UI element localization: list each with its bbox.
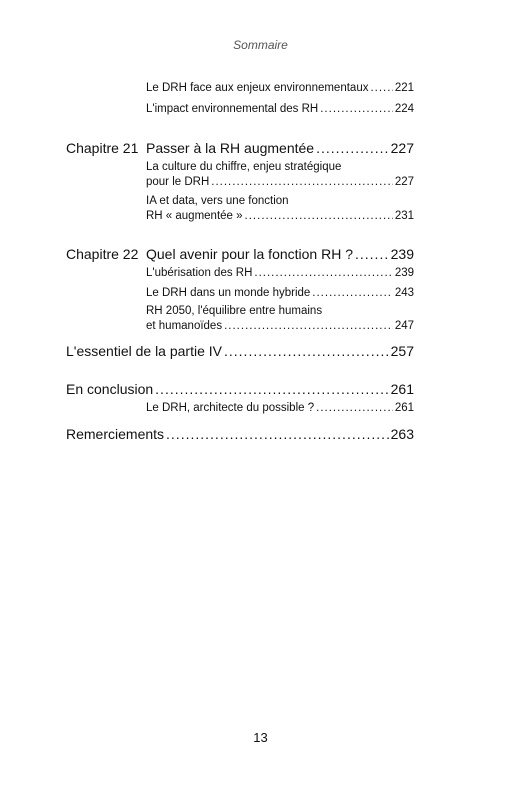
toc-leader — [312, 287, 393, 299]
chapter-label: Chapitre 21 — [66, 140, 139, 156]
toc-entry-title: Le DRH, architecte du possible ? — [146, 402, 315, 414]
toc-page: 257 — [390, 343, 414, 359]
toc-entry-line: La culture du chiffre, enjeu stratégique — [146, 161, 342, 173]
acknowledgements-entry — [66, 426, 414, 442]
toc-leader — [254, 267, 392, 279]
toc-page: 239 — [390, 246, 414, 262]
toc-entry — [146, 267, 414, 279]
toc-entry-title: Le DRH dans un monde hybride — [146, 287, 311, 299]
toc-leader — [355, 246, 389, 262]
toc-page: 263 — [390, 426, 414, 442]
toc-entry — [146, 176, 414, 188]
toc-entry-title: Le DRH face aux enjeux environnementaux — [146, 82, 369, 94]
toc-entry — [146, 402, 414, 414]
toc-entry — [146, 103, 414, 115]
toc-leader — [211, 176, 393, 188]
part-summary-entry — [66, 343, 414, 359]
toc-leader — [370, 82, 392, 94]
toc-entry-title: RH « augmentée » — [146, 210, 243, 222]
toc-leader — [245, 210, 393, 222]
chapter-entry — [146, 140, 414, 156]
toc-page: 227 — [390, 140, 414, 156]
toc-page: 231 — [394, 210, 414, 222]
toc-entry-line: RH 2050, l'équilibre entre humains — [146, 305, 323, 317]
toc-leader — [166, 426, 389, 442]
toc-page: 261 — [390, 381, 414, 397]
toc-entry-title: pour le DRH — [146, 176, 210, 188]
toc-leader — [316, 402, 393, 414]
toc-entry — [146, 210, 414, 222]
chapter-title: Passer à la RH augmentée — [146, 140, 315, 156]
toc-page: 227 — [394, 176, 414, 188]
toc-page: 221 — [394, 82, 414, 94]
toc-leader — [224, 343, 389, 359]
page-number: 13 — [253, 730, 268, 745]
toc-leader — [316, 140, 389, 156]
toc-leader — [320, 103, 393, 115]
toc-entry-title: En conclusion — [66, 381, 154, 397]
conclusion-entry — [66, 381, 414, 397]
toc-leader — [224, 320, 393, 332]
toc-entry — [146, 82, 414, 94]
toc-page: 239 — [394, 267, 414, 279]
toc-leader — [155, 381, 388, 397]
toc-entry-title: L'impact environnemental des RH — [146, 103, 319, 115]
toc-entry — [146, 320, 414, 332]
toc-entry-title: L'essentiel de la partie IV — [66, 343, 222, 359]
toc-page: 224 — [394, 103, 414, 115]
chapter-label: Chapitre 22 — [66, 246, 139, 262]
toc-entry-title: L'ubérisation des RH — [146, 267, 253, 279]
running-header: Sommaire — [233, 38, 288, 52]
toc-entry-title: Remerciements — [66, 426, 165, 442]
toc-page: 243 — [394, 287, 414, 299]
chapter-title: Quel avenir pour la fonction RH ? — [146, 246, 353, 262]
toc-page: 261 — [394, 402, 414, 414]
toc-entry-title: et humanoïdes — [146, 320, 223, 332]
chapter-entry — [146, 246, 414, 262]
toc-page: 247 — [394, 320, 414, 332]
toc-entry — [146, 287, 414, 299]
toc-entry-line: IA et data, vers une fonction — [146, 195, 289, 207]
